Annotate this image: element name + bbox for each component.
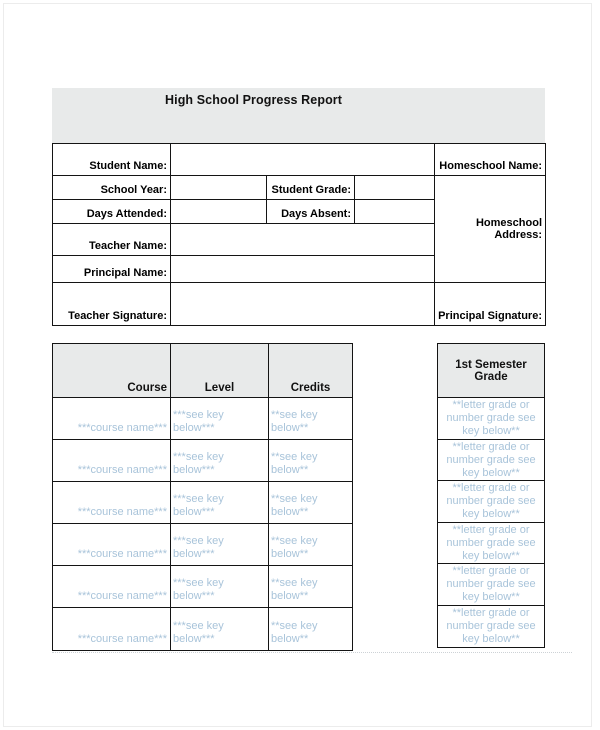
course-cell[interactable]: ***course name*** xyxy=(53,440,171,482)
level-cell[interactable]: ***see key below*** xyxy=(171,566,269,608)
credits-cell[interactable]: **see key below** xyxy=(269,524,352,566)
principal-signature-label: Principal Signature: xyxy=(435,283,545,325)
grade-cell[interactable]: **letter grade or number grade see key below** xyxy=(438,523,544,565)
course-cell[interactable]: ***course name*** xyxy=(53,566,171,608)
page-title: High School Progress Report xyxy=(165,93,343,107)
days-attended-label: Days Attended: xyxy=(53,200,171,224)
school-year-label: School Year: xyxy=(53,176,171,200)
course-column-header: Course xyxy=(53,344,171,398)
days-absent-field[interactable] xyxy=(355,200,435,224)
grade-cell[interactable]: **letter grade or number grade see key below** xyxy=(438,440,544,482)
teacher-signature-field[interactable] xyxy=(171,283,435,325)
credits-cell[interactable]: **see key below** xyxy=(269,440,352,482)
days-attended-field[interactable] xyxy=(171,200,267,224)
credits-cell[interactable]: **see key below** xyxy=(269,398,352,440)
page-break-line xyxy=(52,652,572,653)
level-cell[interactable]: ***see key below*** xyxy=(171,608,269,650)
principal-name-label: Principal Name: xyxy=(53,256,171,283)
student-info-form xyxy=(52,143,546,326)
level-cell[interactable]: ***see key below*** xyxy=(171,482,269,524)
homeschool-address-label: Homeschool Address: xyxy=(435,176,545,283)
grade-cell[interactable]: **letter grade or number grade see key below** xyxy=(438,481,544,523)
course-cell[interactable]: ***course name*** xyxy=(53,608,171,650)
title-band xyxy=(52,88,545,143)
semester-grade-header: 1st Semester Grade xyxy=(438,344,544,398)
days-absent-label: Days Absent: xyxy=(267,200,355,224)
homeschool-name-label: Homeschool Name: xyxy=(435,144,545,176)
credits-cell[interactable]: **see key below** xyxy=(269,566,352,608)
grade-cell[interactable]: **letter grade or number grade see key below** xyxy=(438,564,544,606)
grade-cell[interactable]: **letter grade or number grade see key below** xyxy=(438,606,544,648)
course-cell[interactable]: ***course name*** xyxy=(53,524,171,566)
semester-grade-table xyxy=(437,343,545,648)
teacher-name-label: Teacher Name: xyxy=(53,224,171,256)
student-name-field[interactable] xyxy=(171,144,435,176)
level-cell[interactable]: ***see key below*** xyxy=(171,524,269,566)
student-grade-label: Student Grade: xyxy=(267,176,355,200)
course-cell[interactable]: ***course name*** xyxy=(53,398,171,440)
grade-cell[interactable]: **letter grade or number grade see key below** xyxy=(438,398,544,440)
credits-column-header: Credits xyxy=(269,344,352,398)
course-cell[interactable]: ***course name*** xyxy=(53,482,171,524)
teacher-name-field[interactable] xyxy=(171,224,435,256)
level-column-header: Level xyxy=(171,344,269,398)
course-table xyxy=(52,343,353,651)
credits-cell[interactable]: **see key below** xyxy=(269,482,352,524)
level-cell[interactable]: ***see key below*** xyxy=(171,398,269,440)
credits-cell[interactable]: **see key below** xyxy=(269,608,352,650)
school-year-field[interactable] xyxy=(171,176,267,200)
teacher-signature-label: Teacher Signature: xyxy=(53,283,171,325)
level-cell[interactable]: ***see key below*** xyxy=(171,440,269,482)
student-grade-field[interactable] xyxy=(355,176,435,200)
principal-name-field[interactable] xyxy=(171,256,435,283)
student-name-label: Student Name: xyxy=(53,144,171,176)
